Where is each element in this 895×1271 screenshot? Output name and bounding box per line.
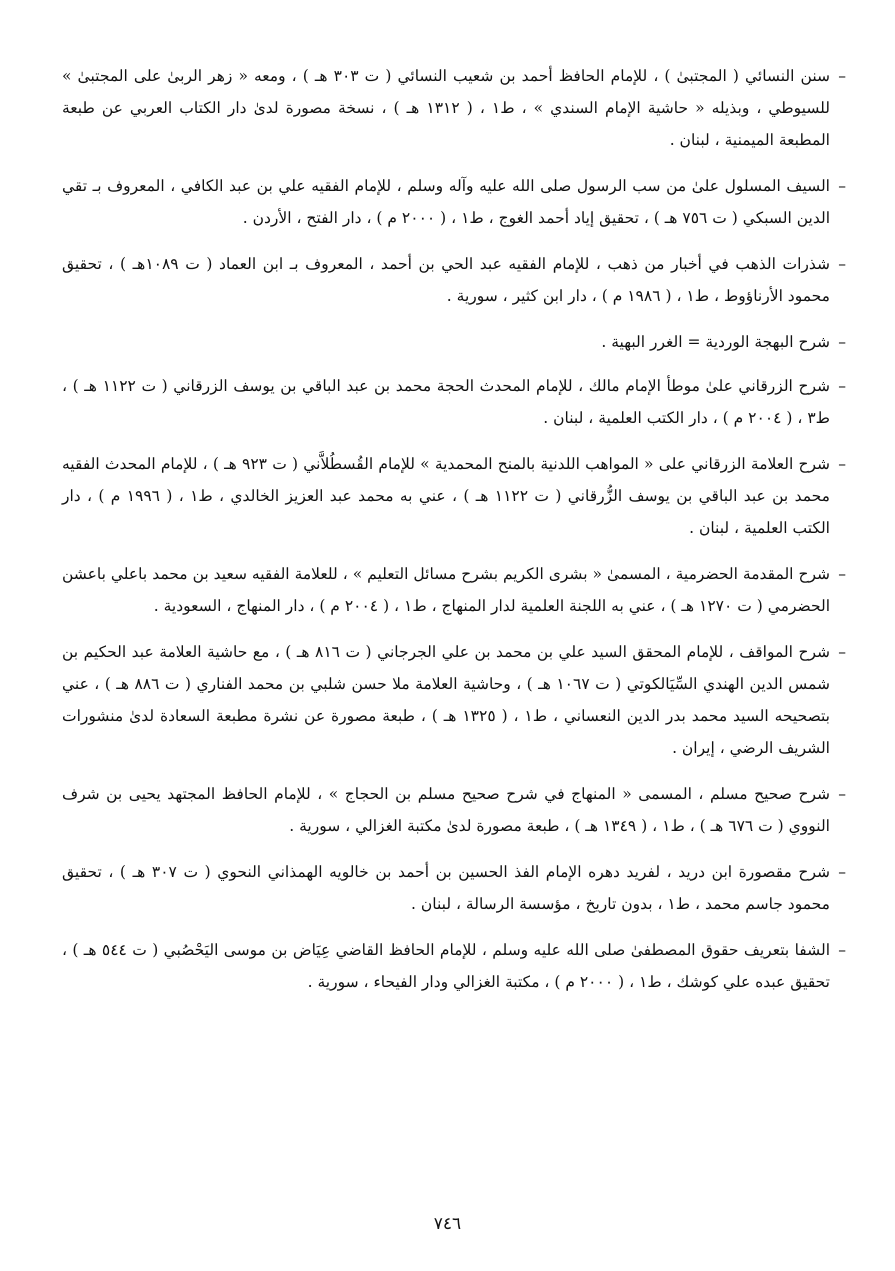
bibliography-entry: – شرح العلامة الزرقاني على « المواهب اللدنية بالمنح المحمدية » للإمام القُسطُلاَّني ( ت ٩٢٣ هـ ) ، للإمام المحدث الفقيه محمد بن عبد الباقي بن يوسف الزُّرقاني ( ت ١١٢٢ هـ ) ، عني به محمد عبد العزيز الخالدي ، ط١ ، ( ١٩٩٦ م ) ، دار الكتب العلمية ، لبنان .: [62, 448, 840, 544]
page-number: ٧٤٦: [433, 1214, 462, 1234]
bibliography-entry: – شرح المواقف ، للإمام المحقق السيد علي بن محمد بن علي الجرجاني ( ت ٨١٦ هـ ) ، مع حاشية العلامة عبد الحكيم بن شمس الدين الهندي السِّيَالكوتي ( ت ١٠٦٧ هـ ) ، وحاشية العلامة ملا حسن شلبي بن محمد الفناري ( ت ٨٨٦ هـ ) ، عني بتصحيحه السيد محمد بدر الدين النعساني ، ط١ ، ( ١٣٢٥ هـ ) ، طبعة مصورة عن نشرة مطبعة السعادة لدىٰ منشورات الشريف الرضي ، إيران .: [62, 636, 840, 764]
bibliography-page: [62, 60, 840, 1012]
bibliography-entry: – شرح صحيح مسلم ، المسمى « المنهاج في شرح صحيح مسلم بن الحجاج » ، للإمام الحافظ المجتهد يحيى بن شرف النووي ( ت ٦٧٦ هـ ) ، ط١ ، ( ١٣٤٩ هـ ) ، طبعة مصورة لدىٰ مكتبة الغزالي ، سورية .: [62, 778, 840, 842]
bibliography-entry: – شرح مقصورة ابن دريد ، لفريد دهره الإمام الفذ الحسين بن أحمد بن خالويه الهمذاني النحوي ( ت ٣٠٧ هـ ) ، تحقيق محمود جاسم محمد ، ط١ ، بدون تاريخ ، مؤسسة الرسالة ، لبنان .: [62, 856, 840, 920]
bibliography-entry: – شذرات الذهب في أخبار من ذهب ، للإمام الفقيه عبد الحي بن أحمد ، المعروف بـ ابن العماد ( ت ١٠٨٩هـ ) ، تحقيق محمود الأرناؤوط ، ط١ ، ( ١٩٨٦ م ) ، دار ابن كثير ، سورية .: [62, 248, 840, 312]
bibliography-entry: – السيف المسلول علىٰ من سب الرسول صلى الله عليه وآله وسلم ، للإمام الفقيه علي بن عبد الكافي ، المعروف بـ تقي الدين السبكي ( ت ٧٥٦ هـ ) ، تحقيق إياد أحمد الغوج ، ط١ ، ( ٢٠٠٠ م ) ، دار الفتح ، الأردن .: [62, 170, 840, 234]
bibliography-entry: – سنن النسائي ( المجتبىٰ ) ، للإمام الحافظ أحمد بن شعيب النسائي ( ت ٣٠٣ هـ ) ، ومعه « زهر الربىٰ على المجتبىٰ » للسيوطي ، وبذيله « حاشية الإمام السندي » ، ط١ ، ( ١٣١٢ هـ ) ، نسخة مصورة لدىٰ دار الكتاب العربي عن طبعة المطبعة الميمنية ، لبنان .: [62, 60, 840, 156]
bibliography-entry: – الشفا بتعريف حقوق المصطفىٰ صلى الله عليه وسلم ، للإمام الحافظ القاضي عِيَاض بن موسى اليَحْصُبي ( ت ٥٤٤ هـ ) ، تحقيق عبده علي كوشك ، ط١ ، ( ٢٠٠٠ م ) ، مكتبة الغزالي ودار الفيحاء ، سورية .: [62, 934, 840, 998]
bibliography-entry: – شرح البهجة الوردية = الغرر البهية .: [62, 326, 840, 358]
bibliography-entry: – شرح الزرقاني علىٰ موطأ الإمام مالك ، للإمام المحدث الحجة محمد بن عبد الباقي بن يوسف الزرقاني ( ت ١١٢٢ هـ ) ، ط٣ ، ( ٢٠٠٤ م ) ، دار الكتب العلمية ، لبنان .: [62, 370, 840, 434]
bibliography-entry: – شرح المقدمة الحضرمية ، المسمىٰ « بشرى الكريم بشرح مسائل التعليم » ، للعلامة الفقيه سعيد بن محمد باعلي باعشن الحضرمي ( ت ١٢٧٠ هـ ) ، عني به اللجنة العلمية لدار المنهاج ، ط١ ، ( ٢٠٠٤ م ) ، دار المنهاج ، السعودية .: [62, 558, 840, 622]
